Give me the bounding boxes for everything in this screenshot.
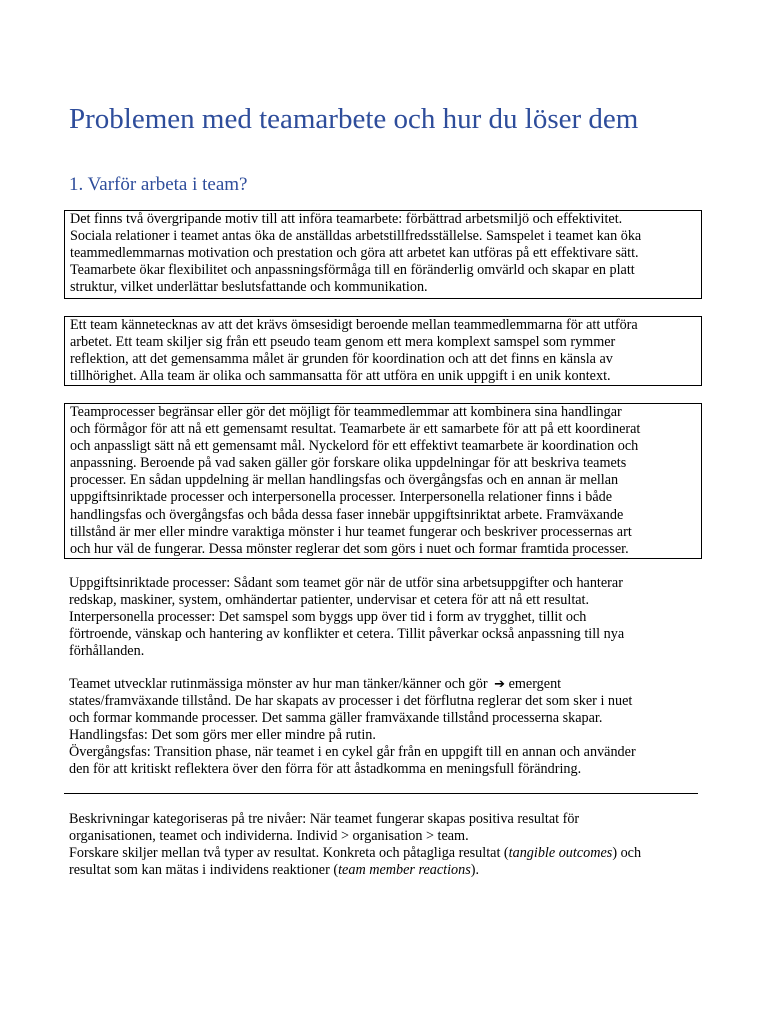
text-line: uppgiftsinriktade processer och interpersonella processer. Interpersonella relationer finns i både — [70, 489, 613, 506]
text-line — [69, 676, 709, 693]
italic-term: team member reactions — [338, 862, 471, 879]
document-title: Problemen med teamarbete och hur du löser dem — [69, 103, 639, 135]
text-line: tillhörighet. Alla team är olika och sammansatta för att utföra en unik uppgift i en unik kontext. — [70, 368, 611, 385]
text-line: Det finns två övergripande motiv till att införa teamarbete: förbättrad arbetsmiljö och effektivitet. — [70, 211, 623, 227]
text-line: anpassning. Beroende på vad saken gäller gör forskare olika uppdelningar för att beskriva teamets — [70, 455, 627, 472]
text-line: arbetet. Ett team skiljer sig från ett pseudo team genom ett mera komplext samspel som rymmer — [70, 334, 616, 351]
text-fragment: ). — [470, 862, 480, 879]
text-box-team-definition — [64, 316, 702, 386]
text-line: och hur väl de fungerar. Dessa mönster reglerar det som görs i nuet och formar framtida processer. — [70, 540, 629, 557]
text-line: Beskrivningar kategoriseras på tre nivåer: När teamet fungerar skapas positiva resultat för — [69, 811, 580, 827]
text-line: och förmågor för att nå ett gemensamt resultat. Teamarbete är ett samarbete för att på ett koordinerat — [70, 421, 641, 438]
text-fragment: emergent — [508, 676, 562, 692]
text-line: processer. En sådan uppdelning är mellan handlingsfas och övergångsfas och en annan är mellan — [70, 472, 619, 489]
text-line: teammedlemmarnas motivation och prestation och göra att arbetet kan utföras på ett effektivare sätt. — [70, 245, 639, 262]
text-line: Teamarbete ökar flexibilitet och anpassningsförmåga till en föränderlig omvärld och skapar en platt — [70, 262, 635, 279]
text-line: och formar kommande processer. Det samma gäller framväxande tillstånd processerna skapar. — [69, 710, 603, 727]
text-line: Ett team kännetecknas av att det krävs ömsesidigt beroende mellan teammedlemmarna för att utföra — [70, 317, 638, 333]
text-line — [69, 845, 709, 862]
text-line: Handlingsfas: Det som görs mer eller mindre på rutin. — [69, 727, 376, 744]
text-line — [69, 862, 709, 879]
text-line: struktur, vilket underlättar beslutsfattande och kommunikation. — [70, 279, 428, 296]
text-line: redskap, maskiner, system, omhändertar patienter, undervisar et cetera för att nå ett resultat. — [69, 592, 590, 609]
right-arrow-icon: ➔ — [494, 677, 506, 692]
text-line: och anpassligt sätt nå ett gemensamt mål. Nyckelord för ett effektivt teamarbete är koordination och — [70, 438, 639, 455]
paragraph-process-types — [69, 575, 709, 660]
text-box-motives — [64, 210, 702, 299]
text-line: handlingsfas och övergångsfas och båda dessa faser innebär uppgiftsinriktat arbete. Framväxande — [70, 506, 624, 523]
italic-term: tangible outcomes — [508, 845, 613, 862]
text-line: förtroende, vänskap och hantering av konflikter et cetera. Tillit påverkar också anpassning till nya — [69, 626, 625, 643]
text-line: Teamprocesser begränsar eller gör det möjligt för teammedlemmar att kombinera sina handlingar — [70, 404, 622, 420]
text-line: Interpersonella processer: Det samspel som byggs upp över tid i form av trygghet, tillit och — [69, 609, 587, 626]
section-heading: 1. Varför arbeta i team? — [69, 174, 248, 195]
text-fragment: ) och — [612, 845, 642, 862]
text-line: Sociala relationer i teamet antas öka de anställdas arbetstillfredsställelse. Samspelet i teamet kan öka — [70, 228, 642, 245]
text-line: den för att kritiskt reflektera över den förra för att åstadkomma en meningsfull förändring. — [69, 761, 582, 778]
paragraph-outcomes — [69, 811, 709, 879]
text-fragment: resultat som kan mätas i individens reaktioner ( — [69, 862, 339, 879]
text-line: organisationen, teamet och individerna. Individ > organisation > team. — [69, 828, 469, 845]
text-fragment: Forskare skiljer mellan två typer av resultat. Konkreta och påtagliga resultat ( — [69, 845, 509, 862]
paragraph-emergent-states — [69, 676, 709, 779]
text-line: Övergångsfas: Transition phase, när teamet i en cykel går från en uppgift till en annan och använder — [69, 744, 636, 761]
text-line: förhållanden. — [69, 643, 145, 660]
horizontal-divider — [64, 793, 698, 794]
text-fragment: Teamet utvecklar rutinmässiga mönster av hur man tänker/känner och gör — [69, 676, 488, 692]
text-line: tillstånd är mer eller mindre varaktiga mönster i hur teamet fungerar och beskriver processernas art — [70, 523, 632, 540]
text-line: Uppgiftsinriktade processer: Sådant som teamet gör när de utför sina arbetsuppgifter och hanterar — [69, 575, 623, 591]
text-line: reflektion, att det gemensamma målet är grunden för koordination och att det finns en känsla av — [70, 351, 613, 368]
text-line: states/framväxande tillstånd. De har skapats av processer i det förflutna reglerar det som sker i nuet — [69, 693, 633, 710]
text-box-team-processes — [64, 403, 702, 559]
